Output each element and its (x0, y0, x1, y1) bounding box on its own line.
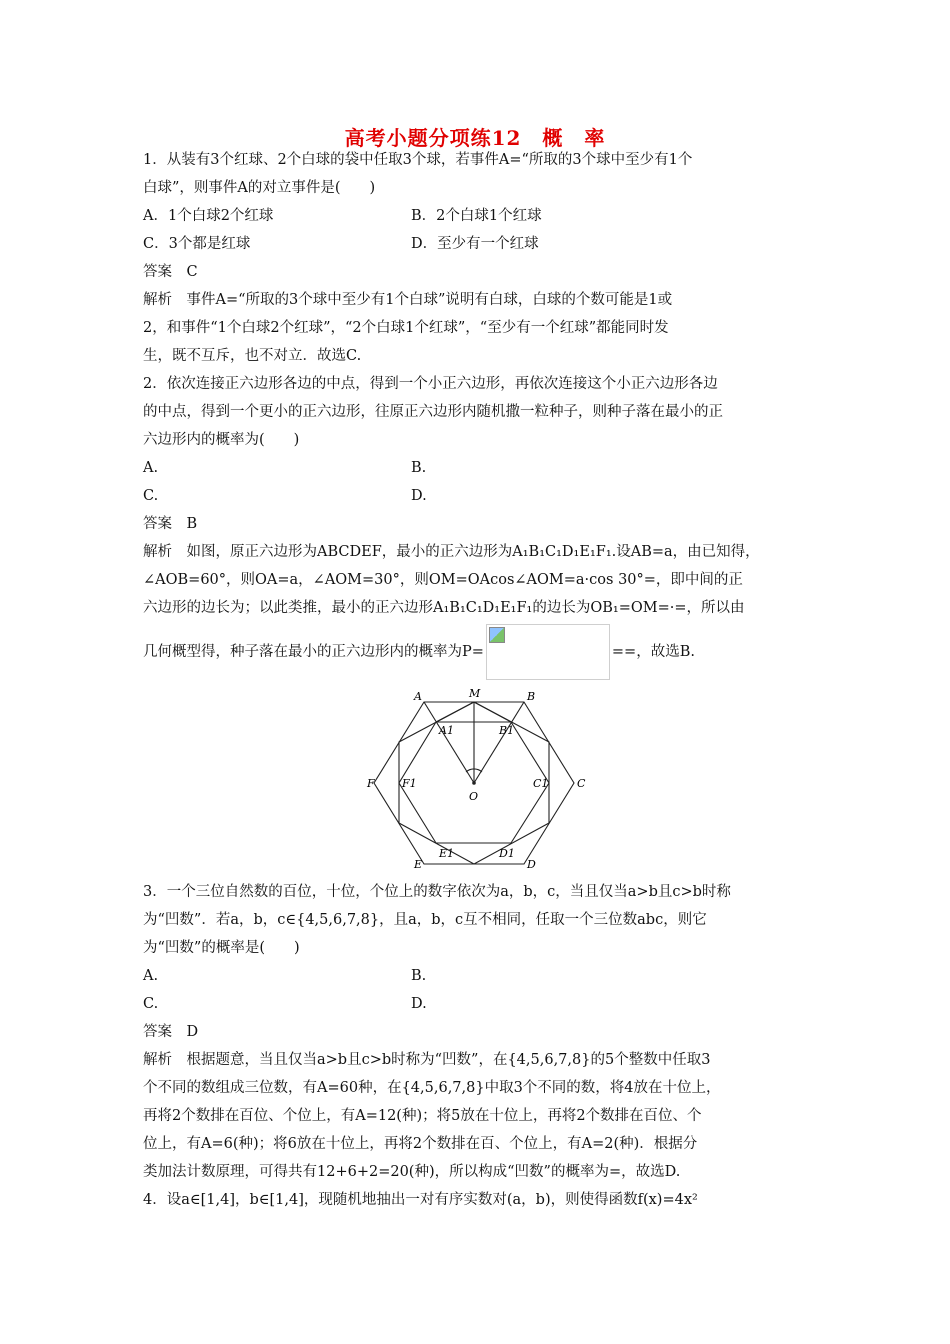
broken-image-placeholder (486, 624, 610, 680)
label-O: O (469, 790, 479, 803)
label-C: C (577, 777, 586, 790)
q2-option-d: D. (411, 488, 427, 504)
segment-OB (474, 702, 524, 783)
label-B: B (527, 690, 536, 703)
q3-analysis-line-5: 类加法计数原理，可得共有12+6+2=20(种)，所以构成“凹数”的概率为=，故选D. (143, 1164, 681, 1180)
broken-image-icon (489, 627, 505, 643)
label-E1: E1 (439, 847, 455, 860)
q1-stem-line-2: 白球”，则事件A的对立事件是( ) (143, 180, 376, 196)
label-M: M (469, 687, 481, 700)
q1-analysis-line-3: 生，既不互斥，也不对立．故选C. (143, 348, 362, 364)
q2-analysis-line-2: ∠AOB=60°，则OA=a，∠AOM=30°，则OM=OAcos∠AOM=a·cos 30°=，即中间的正 (143, 572, 743, 588)
q3-option-a: A. (143, 968, 159, 984)
q3-analysis-line-4: 位上，有A=6(种)；将6放在十位上，再将2个数排在百、个位上，有A=2(种)．根据分 (143, 1136, 698, 1152)
q2-analysis-line-3: 六边形的边长为；以此类推，最小的正六边形A₁B₁C₁D₁E₁F₁的边长为OB₁=OM=·=，所以由 (143, 600, 745, 616)
label-A: A (414, 690, 422, 703)
q2-answer: 答案 B (143, 516, 198, 532)
q2-stem-line-1: 2．依次连接正六边形各边的中点，得到一个小正六边形，再依次连接这个小正六边形各边 (143, 376, 718, 392)
segment-OA (424, 702, 474, 783)
label-E: E (414, 858, 423, 871)
q3-analysis-line-2: 个不同的数组成三位数，有A=60种，在{4,5,6,7,8}中取3个不同的数，将4放在十位上， (143, 1080, 721, 1096)
hexagon-figure (367, 687, 589, 871)
q1-option-c: C．3个都是红球 (143, 236, 251, 252)
q1-stem-line-1: 1．从装有3个红球、2个白球的袋中任取3个球，若事件A=“所取的3个球中至少有1个 (143, 152, 693, 168)
label-C1: C1 (533, 777, 549, 790)
q3-stem-line-2: 为“凹数”．若a，b，c∈{4,5,6,7,8}，且a，b，c互不相同，任取一个三位数abc，则它 (143, 912, 707, 928)
q2-options-row-1 (143, 454, 813, 482)
label-A1: A1 (439, 724, 454, 737)
q4-stem-line-1: 4．设a∈[1,4]，b∈[1,4]，现随机地抽出一对有序实数对(a，b)，则使得函数f(x)=4x² (143, 1192, 698, 1208)
q2-analysis-line-4-end: ==，故选B. (611, 644, 695, 660)
center-point-O (472, 781, 476, 785)
segment-B1M (474, 702, 511, 722)
q3-options-row-1 (143, 962, 813, 990)
q1-options-row-2 (143, 230, 813, 258)
q3-stem-line-3: 为“凹数”的概率是( ) (143, 940, 300, 956)
page-title: 高考小题分项练12 概 率 (344, 126, 606, 150)
q3-option-c: C. (143, 996, 159, 1012)
q2-option-a: A. (143, 460, 159, 476)
label-D1: D1 (499, 847, 515, 860)
q2-stem-line-3: 六边形内的概率为( ) (143, 432, 300, 448)
q1-option-a: A．1个白球2个红球 (143, 208, 274, 224)
q2-option-b: B. (411, 460, 427, 476)
q3-stem-line-1: 3．一个三位自然数的百位，十位，个位上的数字依次为a，b，c，当且仅当a>b且c>b时称 (143, 884, 731, 900)
q2-stem-line-2: 的中点，得到一个更小的正六边形，往原正六边形内随机撒一粒种子，则种子落在最小的正 (143, 404, 723, 420)
q2-options-row-2 (143, 482, 813, 510)
q3-option-b: B. (411, 968, 427, 984)
q1-option-d: D．至少有一个红球 (411, 236, 539, 252)
q2-analysis-line-4-text: 几何概型得，种子落在最小的正六边形内的概率为P= (143, 644, 484, 660)
q2-analysis-line-1: 解析 如图，原正六边形为ABCDEF，最小的正六边形为A₁B₁C₁D₁E₁F₁.设AB=a，由已知得， (143, 544, 760, 560)
label-D: D (527, 858, 536, 871)
q3-answer: 答案 D (143, 1024, 199, 1040)
q1-analysis-line-2: 2，和事件“1个白球2个红球”，“2个白球1个红球”，“至少有一个红球”都能同时发 (143, 320, 669, 336)
segment-A1M (436, 702, 474, 722)
q2-analysis-line-4 (143, 622, 813, 682)
document-body (143, 146, 813, 1214)
q3-analysis-line-3: 再将2个数排在百位、个位上，有A=12(种)；将5放在十位上，再将2个数排在百位、个 (143, 1108, 702, 1124)
label-F: F (367, 777, 375, 790)
label-F1: F1 (402, 777, 417, 790)
q1-options-row-1 (143, 202, 813, 230)
q1-answer: 答案 C (143, 264, 198, 280)
q3-analysis-line-1: 解析 根据题意，当且仅当a>b且c>b时称为“凹数”，在{4,5,6,7,8}的5个整数中任取3 (143, 1052, 711, 1068)
q1-option-b: B．2个白球1个红球 (411, 208, 542, 224)
q3-option-d: D. (411, 996, 427, 1012)
label-B1: B1 (499, 724, 515, 737)
q2-option-c: C. (143, 488, 159, 504)
q1-analysis-line-1: 解析 事件A=“所取的3个球中至少有1个白球”说明有白球，白球的个数可能是1或 (143, 292, 673, 308)
q3-options-row-2 (143, 990, 813, 1018)
